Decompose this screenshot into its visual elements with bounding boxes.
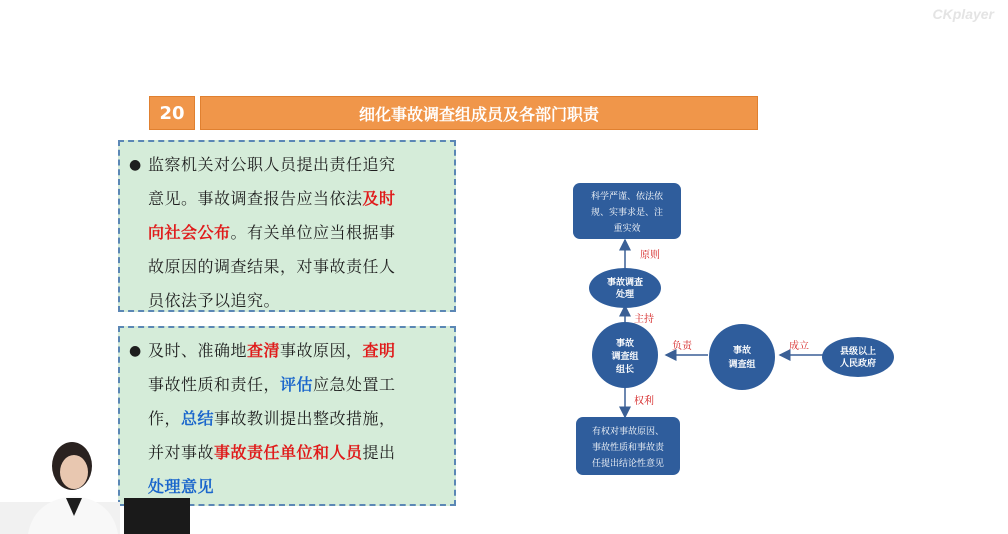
presenter-figure (0, 432, 200, 534)
text-span: 事故教训提出整改措施， (214, 409, 396, 428)
slide-title: 细化事故调查组成员及各部门职责 (200, 96, 758, 130)
highlight-red: 及时 (362, 189, 396, 208)
handle-node (589, 268, 661, 308)
power-text: 事故性质和事故责 (591, 443, 665, 453)
text-span: 员依法予以追究。 (148, 291, 281, 310)
label-power: 权利 (634, 396, 654, 407)
highlight-red: 查清 (247, 341, 281, 360)
highlight-red: 向社会公布 (148, 223, 231, 242)
leader-node-text: 组长 (615, 365, 635, 375)
label-responsible: 负责 (672, 341, 692, 352)
text-span: 。有关单位应当根据事 (230, 223, 396, 242)
text-span: 故原因的调查结果，对事故责任人 (148, 257, 396, 276)
team-node-text: 事故 (732, 346, 752, 356)
text-span: 意见。事故调查报告应当依法 (148, 189, 363, 208)
text-span: 作， (148, 409, 182, 428)
highlight-blue: 处理意见 (148, 477, 215, 496)
principle-text: 科学严谨、依法依 (590, 192, 664, 202)
highlight-blue: 总结 (181, 409, 215, 428)
label-preside: 主持 (634, 314, 654, 325)
highlight-red: 查明 (362, 341, 396, 360)
government-node (822, 337, 894, 377)
text-span: 事故性质和责任， (148, 375, 281, 394)
power-text: 任提出结论性意见 (591, 459, 665, 469)
bullet-icon: ● (129, 343, 142, 359)
bullet-icon: ● (129, 157, 142, 173)
label-establish: 成立 (789, 341, 809, 352)
text-span: 及时、准确地 (148, 341, 248, 360)
text-span: 应急处置工 (313, 375, 396, 394)
highlight-red: 事故责任单位和人员 (214, 443, 363, 462)
team-node-text: 调查组 (728, 360, 756, 370)
highlight-blue: 评估 (280, 375, 314, 394)
text-span: 提出 (362, 443, 396, 462)
text-span: 并对事故 (148, 443, 215, 462)
handle-node-text: 处理 (615, 290, 635, 300)
text-span: 事故原因， (280, 341, 363, 360)
principle-text: 重实效 (613, 224, 641, 234)
leader-node-text: 调查组 (611, 352, 639, 362)
label-principle: 原则 (640, 250, 660, 261)
investigation-team-node (709, 324, 775, 390)
government-node-text: 人民政府 (839, 359, 877, 369)
text-span: 监察机关对公职人员提出责任追究 (148, 155, 396, 174)
player-watermark: CKplayer (932, 6, 994, 22)
principle-text: 规、实事求是、注 (590, 208, 664, 218)
power-text: 有权对事故原因、 (591, 427, 665, 437)
presenter-video (0, 432, 200, 534)
government-node-text: 县级以上 (839, 347, 877, 357)
handle-node-text: 事故调查 (606, 278, 644, 288)
section-number: 20 (149, 96, 195, 130)
leader-node-text: 事故 (615, 339, 635, 349)
